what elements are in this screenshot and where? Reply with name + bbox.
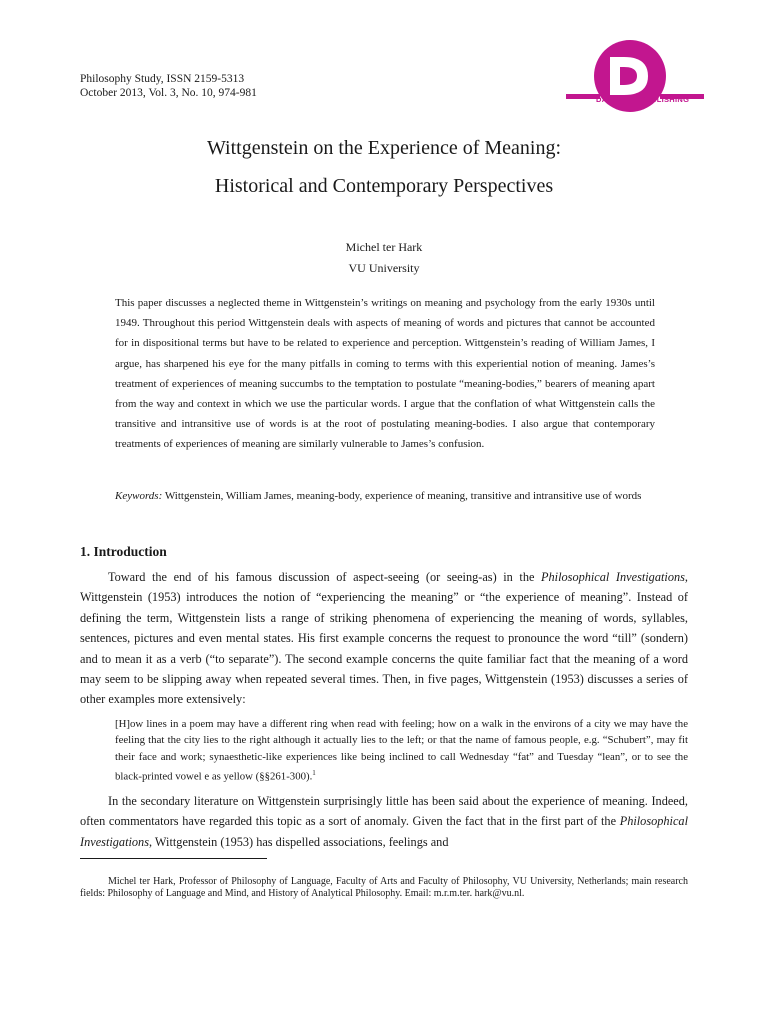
- paper-title-line-1: Wittgenstein on the Experience of Meaning:: [206, 137, 562, 159]
- journal-issue: October 2013, Vol. 3, No. 10, 974-981: [80, 87, 257, 99]
- publisher-logo: [560, 40, 710, 120]
- paragraph-1-part-c: , Wittgenstein (1953) introduces the notion of “experiencing the meaning” or “the experience of meaning”. Instead of defining the term, Wittgenstein lists a range of striking phenomena of experiencing the meaning of words, syllables, sentences, pictures and even mental states. His first example concerns the request to pronounce the word “till” (sondern) and to mean it as a verb (“to separate”). The second example concerns the quite familiar fact that the meaning of a word may seem to be slipping away when repeated several times. Then, in five pages, Wittgenstein (1953) discusses a series of other examples more extensively:: [80, 570, 688, 707]
- paper-title-line-2: Historical and Contemporary Perspectives: [214, 175, 554, 197]
- footnote-marker[interactable]: 1: [312, 768, 316, 777]
- keywords-list: Wittgenstein, William James, meaning-body, experience of meaning, transitive and intransitive use of words: [164, 490, 642, 502]
- publisher-word-1: DAVID: [596, 95, 621, 104]
- paragraph-2-part-c: , Wittgenstein (1953) has dispelled associations, feelings and: [149, 834, 449, 849]
- footnote-divider: [80, 858, 267, 859]
- author-affiliation: VU University: [348, 261, 420, 275]
- journal-info: [80, 72, 257, 100]
- logo-bar-left: [566, 94, 600, 99]
- keywords-label: Keywords:: [115, 490, 163, 502]
- paragraph-2-part-a: In the secondary literature on Wittgenstein surprisingly little has been said about the experience of meaning. Indeed, often commentators have regarded this topic as a sort of anomaly. Given the fact that in the first part of the: [80, 794, 688, 829]
- journal-issn: Philosophy Study, ISSN 2159-5313: [80, 73, 245, 85]
- keywords: [115, 486, 655, 506]
- paragraph-2: [80, 791, 688, 852]
- publisher-word-2: PUBLISHING: [640, 95, 690, 104]
- abstract: This paper discusses a neglected theme in Wittgenstein’s writings on meaning and psychology from the early 1930s until 1949. Throughout this period Wittgenstein deals with aspects of meaning of words and pictures that cannot be accounted for in dispositional terms but have to be related to experience and perception. Wittgenstein’s reading of William James, I argue, has sharpened his eye for the many pitfalls in coming to terms with this experiential notion of meaning. James’s treatment of experiences of meaning succumbs to the temptation to postulate “meaning-bodies,” bearers of meaning apart from the way and context in which we use the particular words. I argue that the conflation of what Wittgenstein calls the transitive and intransitive use of words is at the root of postulating meaning-bodies. I also argue that contemporary treatments of experiences of meaning are similarly vulnerable to James’s confusion.: [115, 297, 655, 451]
- block-quote-text: [H]ow lines in a poem may have a different ring when read with feeling; how on a walk in the environs of a city we may have the feeling that the city lies to the right although it actually lies to the left; or that the name of famous people, e.g. “Schubert”, may fit their face and work; synaesthetic-like experiences like being inclined to call Wednesday “fat” and Tuesday “lean”, or to see the black-printed vowel e as yellow (§§261-300).: [115, 718, 688, 783]
- author-footnote: Michel ter Hark, Professor of Philosophy of Language, Faculty of Arts and Faculty of Philosophy, VU University, Netherlands; main research fields: Philosophy of Language and Mind, and History of Analytical Philosophy. Email: m.r.m.ter. hark@vu.nl.: [80, 876, 688, 900]
- paragraph-1-part-a: Toward the end of his famous discussion of aspect-seeing (or seeing-as) in the: [108, 570, 542, 584]
- paragraph-1-book-title: Philosophical Investigations: [541, 570, 685, 584]
- author-name: Michel ter Hark: [345, 240, 423, 254]
- paragraph-2-book-title: Philosophical Investigations: [80, 814, 688, 849]
- paragraph-1: [80, 567, 688, 710]
- section-heading: 1. Introduction: [80, 544, 167, 559]
- block-quote: [115, 716, 688, 785]
